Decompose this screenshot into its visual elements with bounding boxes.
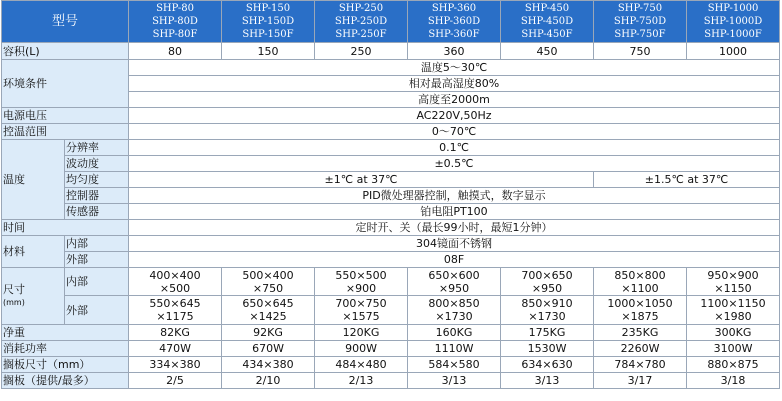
model-name: SHP-360: [431, 3, 477, 14]
uniformity-value: ±1℃ at 37℃: [129, 172, 594, 188]
uniformity-label: 均匀度: [65, 172, 129, 188]
volume-label: 容积(L): [2, 43, 129, 60]
size-inner-label: 内部: [65, 268, 129, 296]
shelf-size-value: 880×875: [687, 357, 780, 373]
model-name: SHP-450: [524, 3, 570, 14]
volume-value: 750: [594, 43, 687, 60]
material-inner-label: 内部: [65, 236, 129, 252]
model-name: SHP-360F: [428, 29, 480, 40]
shelf-size-value: 634×630: [501, 357, 594, 373]
model-name: SHP-80D: [152, 16, 198, 27]
model-header-cell: [129, 1, 222, 43]
size-label: [2, 268, 65, 325]
power-consumption-value: 1530W: [501, 341, 594, 357]
volume-value: 250: [315, 43, 408, 60]
material-label: 材料: [2, 236, 65, 268]
model-name: SHP-450D: [520, 16, 574, 27]
header-row: [2, 1, 780, 43]
model-name: SHP-150F: [242, 29, 294, 40]
shelves-value: 3/13: [501, 373, 594, 389]
material-row: [2, 252, 780, 268]
model-name: SHP-750F: [614, 29, 666, 40]
model-header-cell: [222, 1, 315, 43]
temperature-row: [2, 156, 780, 172]
size-inner-value: 550×500 ×900: [315, 268, 408, 296]
volume-value: 80: [129, 43, 222, 60]
material-outer-value: 08F: [129, 252, 780, 268]
environment-label: 环境条件: [2, 60, 129, 108]
temperature-row: [2, 204, 780, 220]
net-weight-value: 120KG: [315, 325, 408, 341]
model-header-cell: [687, 1, 780, 43]
size-row: [2, 268, 780, 296]
model-name: SHP-750D: [613, 16, 667, 27]
resolution-value: 0.1℃: [129, 140, 780, 156]
volume-value: 1000: [687, 43, 780, 60]
volume-value: 360: [408, 43, 501, 60]
net-weight-label: 净重: [2, 325, 129, 341]
net-weight-value: 92KG: [222, 325, 315, 341]
model-header-title: 型号: [2, 1, 129, 43]
temperature-row: [2, 172, 780, 188]
size-row: [2, 296, 780, 325]
sensor-value: 铂电阻PT100: [129, 204, 780, 220]
size-inner-value: 500×400 ×750: [222, 268, 315, 296]
size-outer-value: 550×645 ×1175: [129, 296, 222, 325]
temperature-label: 温度: [2, 140, 65, 220]
controller-value: PID微处理器控制，触摸式，数字显示: [129, 188, 780, 204]
size-inner-value: 400×400 ×500: [129, 268, 222, 296]
material-row: [2, 236, 780, 252]
resolution-label: 分辨率: [65, 140, 129, 156]
uniformity-value: ±1.5℃ at 37℃: [594, 172, 780, 188]
size-inner-value: 650×600 ×950: [408, 268, 501, 296]
environment-line: 高度至2000m: [129, 92, 780, 108]
net-weight-value: 175KG: [501, 325, 594, 341]
temperature-row: [2, 140, 780, 156]
fluctuation-value: ±0.5℃: [129, 156, 780, 172]
material-inner-value: 304镜面不锈钢: [129, 236, 780, 252]
shelves-value: 3/17: [594, 373, 687, 389]
net-weight-value: 235KG: [594, 325, 687, 341]
power-consumption-value: 470W: [129, 341, 222, 357]
model-name: SHP-1000D: [703, 16, 763, 27]
model-name: SHP-150D: [241, 16, 295, 27]
size-outer-value: 800×850 ×1730: [408, 296, 501, 325]
environment-line: 相对最高湿度80%: [129, 76, 780, 92]
shelves-value: 2/5: [129, 373, 222, 389]
shelf-size-label: 搁板尺寸（mm）: [2, 357, 129, 373]
model-name: SHP-250F: [335, 29, 387, 40]
volume-value: 150: [222, 43, 315, 60]
power-label: 电源电压: [2, 108, 129, 124]
net-weight-value: 300KG: [687, 325, 780, 341]
power-consumption-label: 消耗功率: [2, 341, 129, 357]
volume-value: 450: [501, 43, 594, 60]
material-outer-label: 外部: [65, 252, 129, 268]
timer-value: 定时开、关（最长99小时，最短1分钟）: [129, 220, 780, 236]
spec-table: [1, 0, 780, 389]
model-name: SHP-150: [245, 3, 291, 14]
size-inner-value: 950×900 ×1150: [687, 268, 780, 296]
timer-label: 时间: [2, 220, 129, 236]
model-name: SHP-250: [338, 3, 384, 14]
model-name: SHP-750: [617, 3, 663, 14]
power-consumption-row: [2, 341, 780, 357]
temp-range-label: 控温范围: [2, 124, 129, 140]
volume-row: [2, 43, 780, 60]
shelves-value: 2/13: [315, 373, 408, 389]
shelf-size-value: 484×480: [315, 357, 408, 373]
power-row: [2, 108, 780, 124]
net-weight-value: 160KG: [408, 325, 501, 341]
timer-row: [2, 220, 780, 236]
model-name: SHP-80: [156, 3, 194, 14]
size-outer-value: 850×910 ×1730: [501, 296, 594, 325]
size-label-text: 尺寸: [3, 283, 25, 296]
shelf-size-row: [2, 357, 780, 373]
net-weight-value: 82KG: [129, 325, 222, 341]
shelf-size-value: 784×780: [594, 357, 687, 373]
model-header-cell: [408, 1, 501, 43]
controller-label: 控制器: [65, 188, 129, 204]
model-header-cell: [501, 1, 594, 43]
shelf-size-value: 584×580: [408, 357, 501, 373]
size-outer-value: 650×645 ×1425: [222, 296, 315, 325]
size-inner-value: 850×800 ×1100: [594, 268, 687, 296]
shelf-size-value: 434×380: [222, 357, 315, 373]
environment-line: 温度5～30℃: [129, 60, 780, 76]
model-name: SHP-80F: [152, 29, 198, 40]
model-name: SHP-1000F: [704, 29, 762, 40]
shelves-label: 搁板（提供/最多）: [2, 373, 129, 389]
model-header-cell: [315, 1, 408, 43]
size-inner-value: 700×650 ×950: [501, 268, 594, 296]
sensor-label: 传感器: [65, 204, 129, 220]
net-weight-row: [2, 325, 780, 341]
model-name: SHP-450F: [521, 29, 573, 40]
power-consumption-value: 1110W: [408, 341, 501, 357]
shelves-row: [2, 373, 780, 389]
model-name: SHP-360D: [427, 16, 481, 27]
shelves-value: 3/18: [687, 373, 780, 389]
temp-range-value: 0～70℃: [129, 124, 780, 140]
model-header-cell: [594, 1, 687, 43]
shelves-value: 2/10: [222, 373, 315, 389]
power-consumption-value: 670W: [222, 341, 315, 357]
model-name: SHP-250D: [334, 16, 388, 27]
power-consumption-value: 900W: [315, 341, 408, 357]
power-consumption-value: 2260W: [594, 341, 687, 357]
model-name: SHP-1000: [707, 3, 759, 14]
environment-row: [2, 60, 780, 76]
size-unit: (mm): [3, 298, 25, 307]
temp-range-row: [2, 124, 780, 140]
temperature-row: [2, 188, 780, 204]
size-outer-value: 1000×1050 ×1875: [594, 296, 687, 325]
power-consumption-value: 3100W: [687, 341, 780, 357]
fluctuation-label: 波动度: [65, 156, 129, 172]
size-outer-value: 1100×1150 ×1980: [687, 296, 780, 325]
size-outer-label: 外部: [65, 296, 129, 325]
shelves-value: 3/13: [408, 373, 501, 389]
power-value: AC220V,50Hz: [129, 108, 780, 124]
size-outer-value: 700×750 ×1575: [315, 296, 408, 325]
shelf-size-value: 334×380: [129, 357, 222, 373]
